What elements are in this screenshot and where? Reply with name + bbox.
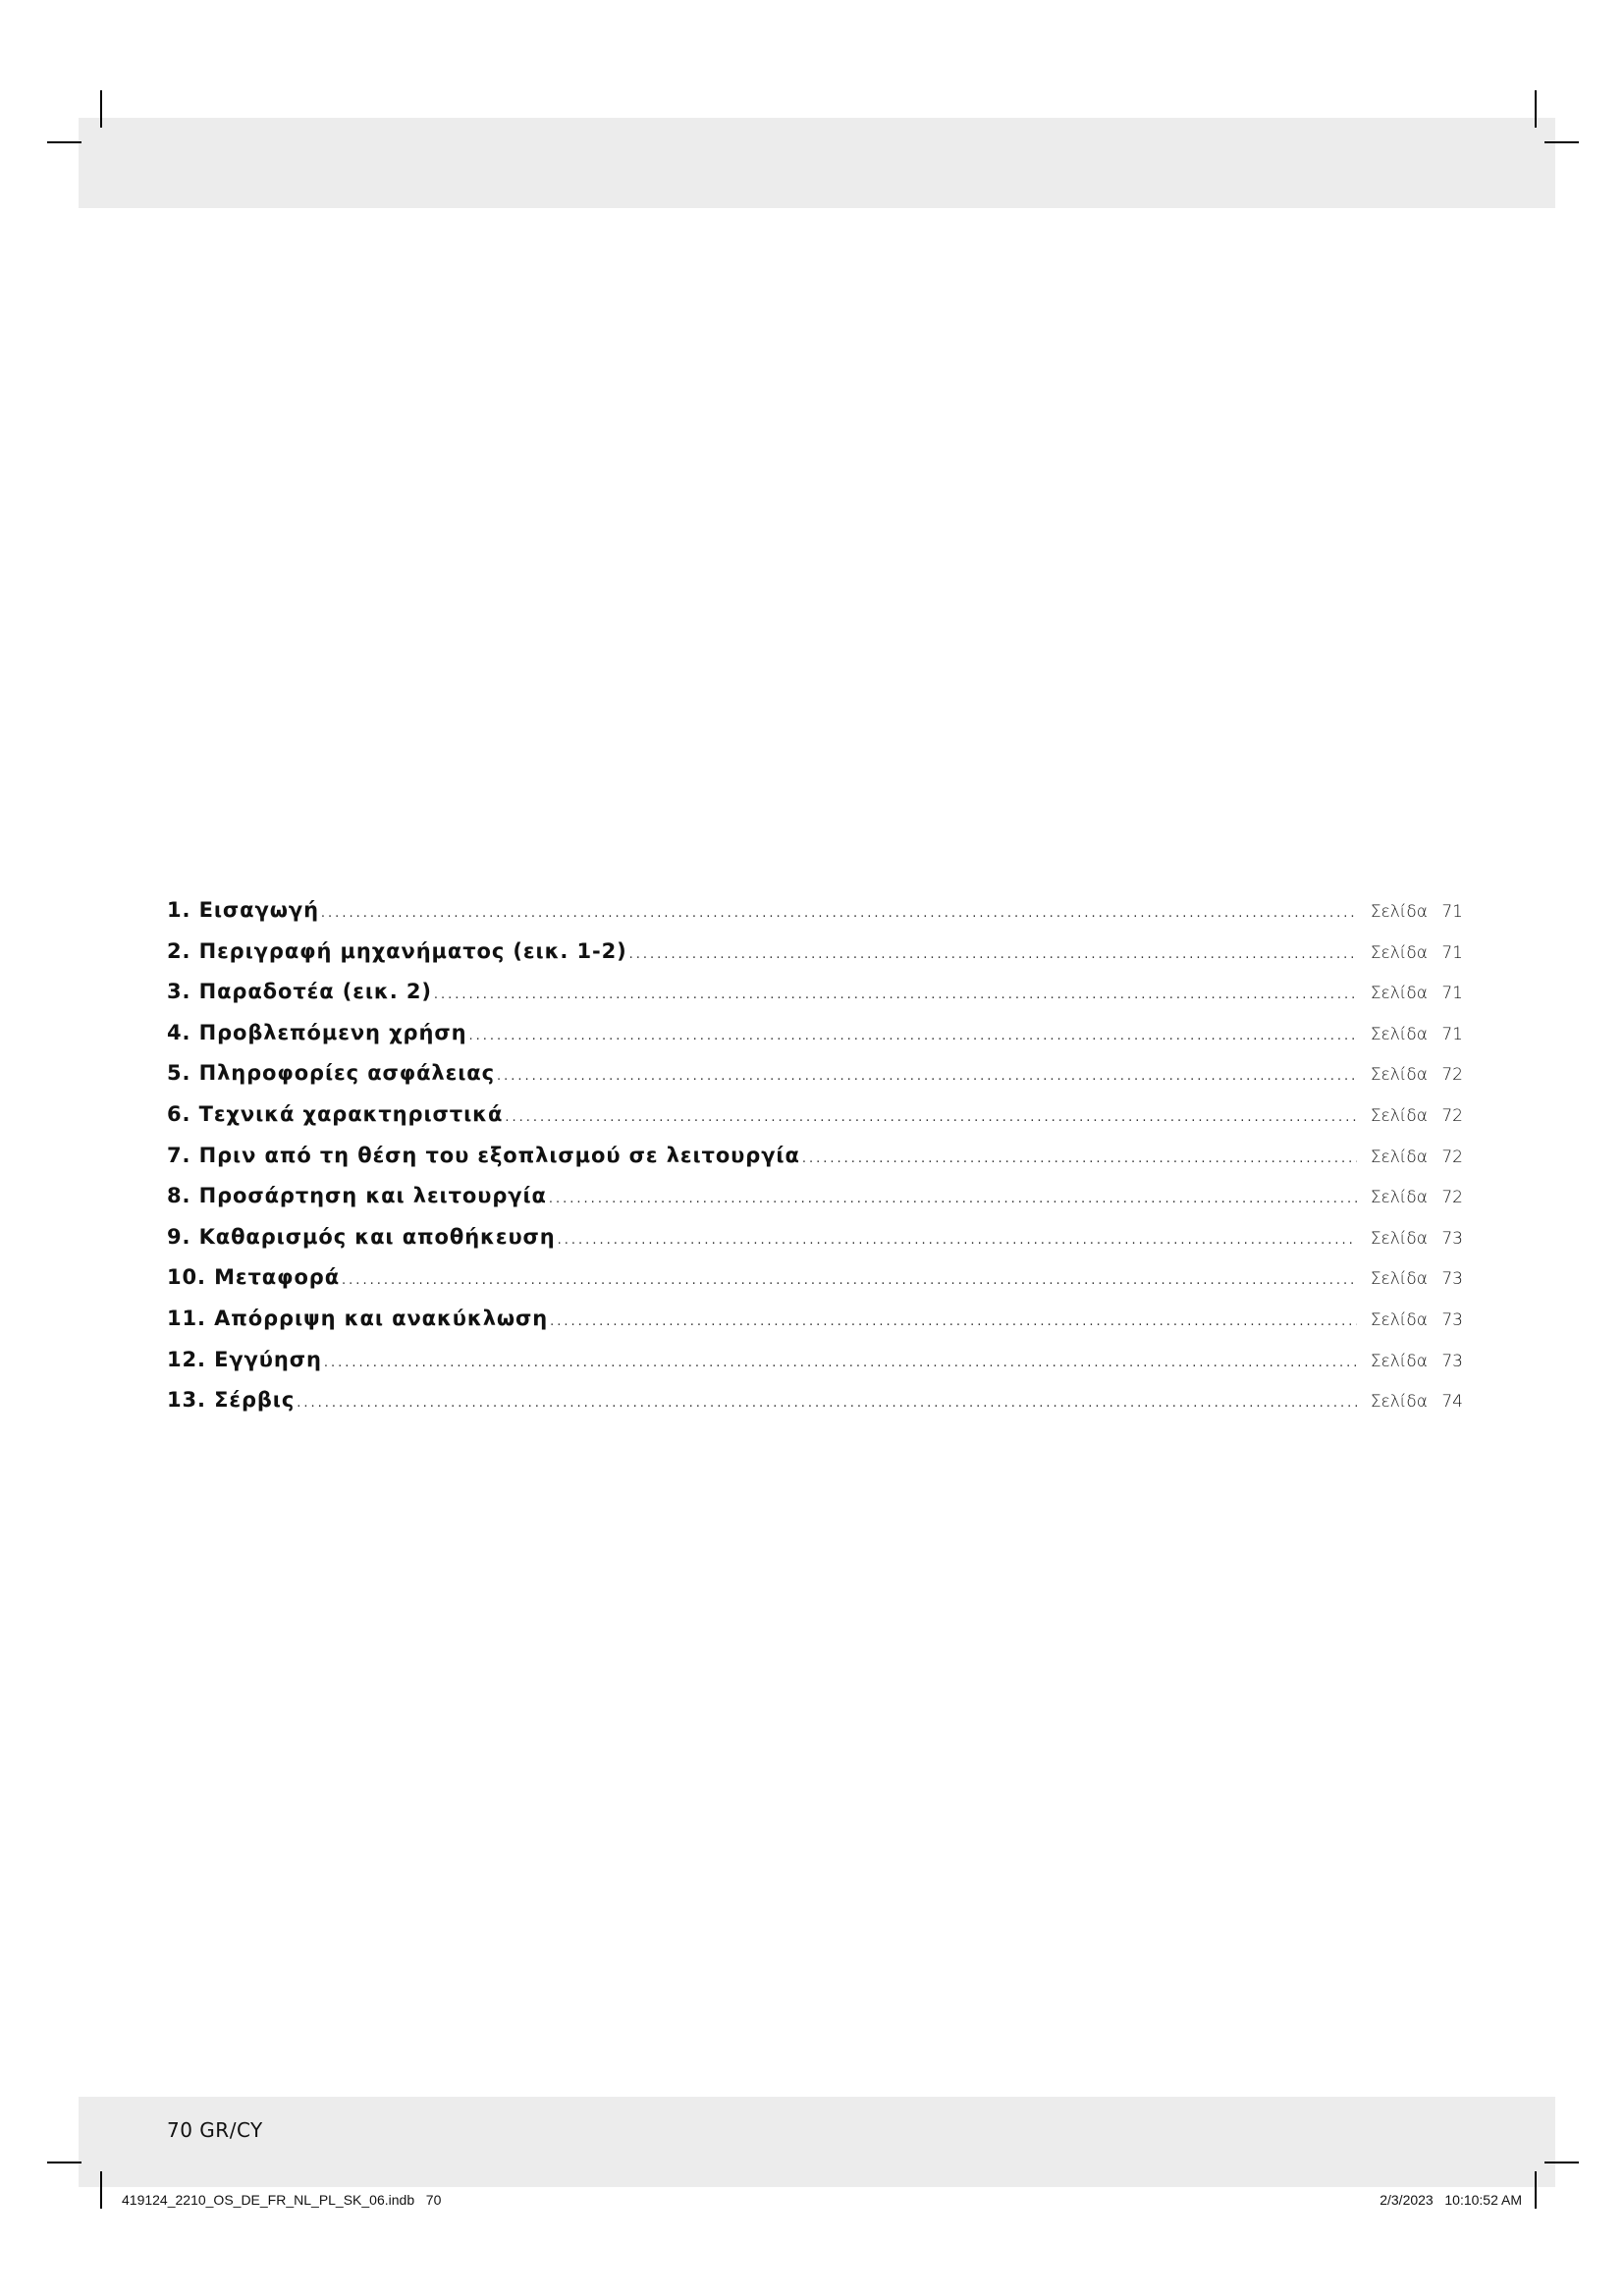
toc-entry-title: 10. Μεταφορά [167,1265,341,1290]
page-label: Σελίδα [1370,984,1428,1004]
toc-entry-title: 3. Παραδοτέα (εικ. 2) [167,980,432,1004]
page-label: Σελίδα [1370,1188,1428,1208]
dot-leader [342,1273,1357,1288]
toc-entry-page [1371,984,1463,1003]
page-number: 73 [1441,1269,1463,1290]
page-label: Σελίδα [1370,1065,1428,1086]
toc-entry-page [1371,1269,1463,1289]
toc-entry-page [1371,1229,1463,1249]
crop-mark [1544,2162,1579,2163]
toc-entry[interactable] [167,1348,1463,1389]
toc-entry-page [1371,1352,1463,1371]
page-label: Σελίδα [1370,1351,1428,1371]
dot-leader [505,1110,1357,1125]
page-number: 71 [1441,902,1463,922]
page-label: Σελίδα [1370,1269,1428,1290]
dot-leader [550,1314,1357,1329]
crop-mark [1544,141,1579,143]
print-slug-file: 419124_2210_OS_DE_FR_NL_PL_SK_06.indb 70 [122,2192,442,2208]
page-label: Σελίδα [1370,942,1428,963]
toc-entry-title: 11. Απόρριψη και ανακύκλωση [167,1306,549,1330]
toc-entry[interactable] [167,1265,1463,1307]
page-number: 73 [1441,1351,1463,1371]
table-of-contents [167,898,1463,1429]
toc-entry[interactable] [167,1061,1463,1102]
page-number: 71 [1441,942,1463,963]
page-number: 72 [1441,1105,1463,1126]
page-number: 72 [1441,1065,1463,1086]
page-number: 71 [1441,1024,1463,1044]
dot-leader [297,1396,1357,1411]
toc-entry-page [1371,1392,1463,1412]
dot-leader [468,1029,1356,1043]
toc-entry[interactable] [167,1225,1463,1266]
toc-entry[interactable] [167,1144,1463,1185]
toc-entry[interactable] [167,939,1463,981]
page-label: Σελίδα [1370,1228,1428,1249]
crop-mark [100,2171,102,2209]
dot-leader [324,1356,1357,1370]
dot-leader [549,1192,1357,1206]
toc-entry[interactable] [167,898,1463,939]
toc-entry-title: 6. Τεχνικά χαρακτηριστικά [167,1101,504,1126]
toc-entry-title: 12. Εγγύηση [167,1347,322,1371]
page-number: 72 [1441,1147,1463,1167]
dot-leader [434,988,1357,1002]
page-label: Σελίδα [1370,1147,1428,1167]
toc-entry-title: 4. Προβλεπόμενη χρήση [167,1020,467,1044]
toc-entry[interactable] [167,1184,1463,1225]
toc-entry-title: 13. Σέρβις [167,1388,296,1413]
toc-entry-title: 8. Προσάρτηση και λειτουργία [167,1184,547,1208]
dot-leader [321,906,1357,921]
dot-leader [629,947,1357,962]
toc-entry[interactable] [167,980,1463,1021]
header-band [79,118,1555,208]
toc-entry[interactable] [167,1388,1463,1429]
page-number: 71 [1441,984,1463,1004]
page-number: 73 [1441,1309,1463,1330]
page-number: 72 [1441,1188,1463,1208]
toc-entry-page [1371,1310,1463,1330]
crop-mark [47,141,81,143]
crop-mark [100,90,102,128]
page-label: Σελίδα [1370,1024,1428,1044]
toc-entry[interactable] [167,1021,1463,1062]
crop-mark [47,2162,81,2163]
toc-entry-page [1371,1106,1463,1126]
crop-mark [1535,90,1537,128]
toc-entry-title: 5. Πληροφορίες ασφάλειας [167,1061,495,1086]
page-label: Σελίδα [1370,1309,1428,1330]
page-label: Σελίδα [1370,902,1428,922]
toc-entry-page [1371,943,1463,963]
toc-entry-page [1371,1148,1463,1167]
page-label: Σελίδα [1370,1105,1428,1126]
dot-leader [802,1151,1357,1166]
dot-leader [558,1233,1357,1248]
page-number: 73 [1441,1228,1463,1249]
toc-entry-title: 9. Καθαρισμός και αποθήκευση [167,1224,556,1249]
dot-leader [497,1069,1357,1084]
toc-entry-title: 7. Πριν από τη θέση του εξοπλισμού σε λειτουργία [167,1143,800,1167]
toc-entry-page [1371,1025,1463,1044]
crop-mark [1535,2171,1537,2209]
footer-band [79,2097,1555,2187]
toc-entry-title: 2. Περιγραφή μηχανήματος (εικ. 1-2) [167,938,627,963]
footer-page-number: 70 GR/CY [167,2118,263,2142]
toc-entry-page [1371,1188,1463,1207]
toc-entry-page [1371,902,1463,922]
toc-entry-page [1371,1065,1463,1085]
page-number: 74 [1441,1392,1463,1413]
toc-entry[interactable] [167,1307,1463,1348]
toc-entry-title: 1. Εισαγωγή [167,898,319,922]
print-slug-timestamp: 2/3/2023 10:10:52 AM [1380,2192,1522,2208]
page-label: Σελίδα [1370,1392,1428,1413]
toc-entry[interactable] [167,1102,1463,1144]
